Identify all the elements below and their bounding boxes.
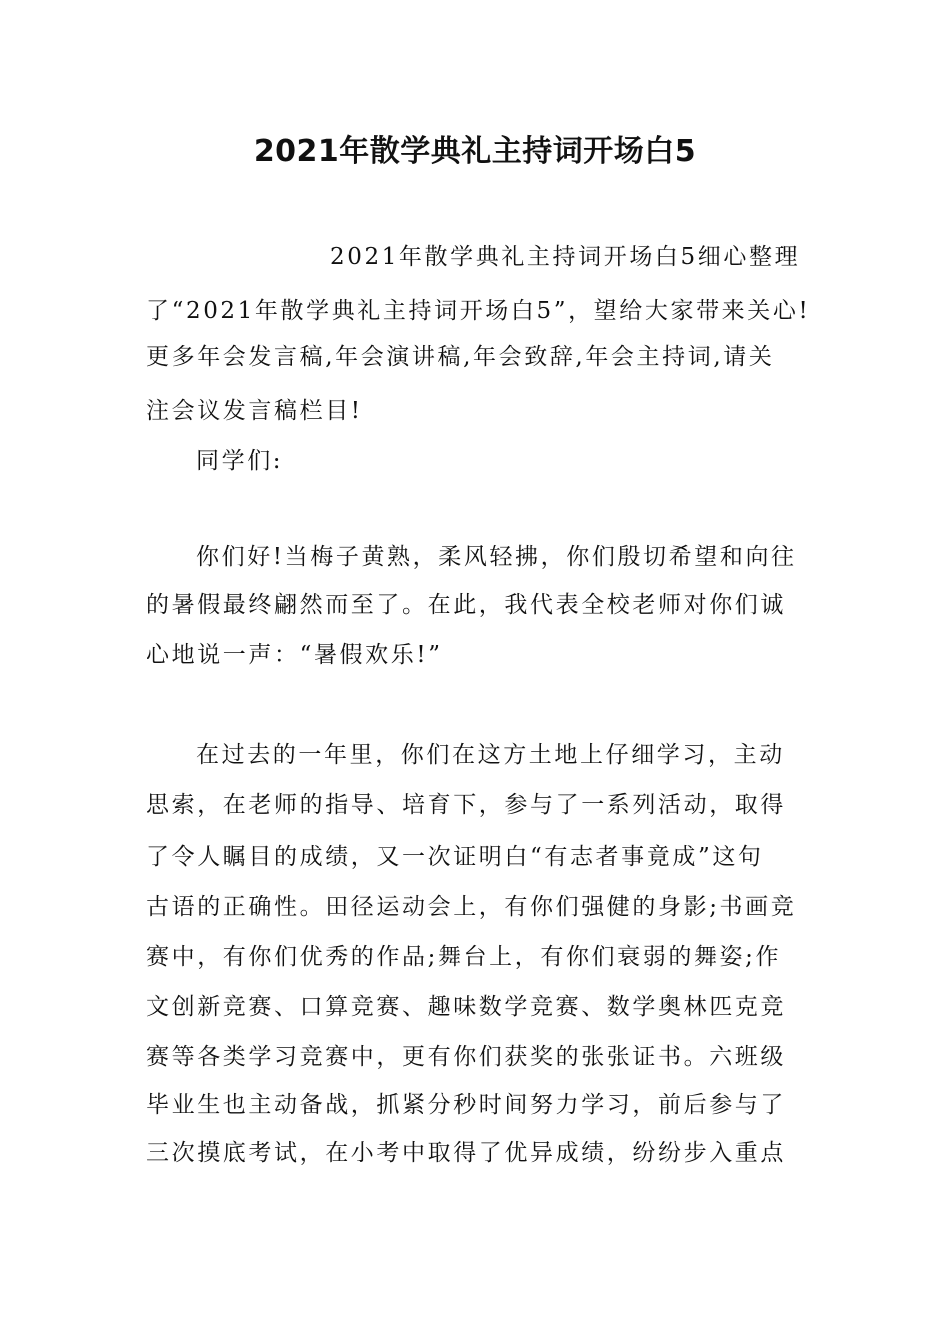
greeting-line: 同学们: <box>196 448 284 474</box>
past-year-line: 赛等各类学习竞赛中，更有你们获奖的张张证书。六班级 <box>146 1044 786 1070</box>
intro-line: 更多年会发言稿,年会演讲稿,年会致辞,年会主持词,请关 <box>146 344 775 370</box>
past-year-line: 思索，在老师的指导、培育下，参与了一系列活动，取得 <box>146 792 786 818</box>
past-year-line: 古语的正确性。田径运动会上，有你们强健的身影;书画竞 <box>146 894 797 920</box>
intro-line: 2021年散学典礼主持词开场白5细心整理 <box>330 244 801 270</box>
past-year-line: 文创新竞赛、口算竞赛、趣味数学竞赛、数学奥林匹克竞 <box>146 994 786 1020</box>
intro-line: 了“2021年散学典礼主持词开场白5”，望给大家带来关心! <box>146 298 811 324</box>
hello-line: 你们好!当梅子黄熟，柔风轻拂，你们殷切希望和向往 <box>196 544 797 570</box>
document-title: 2021年散学典礼主持词开场白5 <box>253 134 697 169</box>
past-year-line: 三次摸底考试，在小考中取得了优异成绩，纷纷步入重点 <box>146 1140 786 1166</box>
past-year-line: 在过去的一年里，你们在这方土地上仔细学习，主动 <box>196 742 785 768</box>
past-year-line: 了令人瞩目的成绩，又一次证明白“有志者事竟成”这句 <box>146 844 764 870</box>
intro-line: 注会议发言稿栏目! <box>146 398 363 424</box>
hello-line: 的暑假最终翩然而至了。在此，我代表全校老师对你们诚 <box>146 592 786 618</box>
past-year-line: 赛中，有你们优秀的作品;舞台上，有你们衰弱的舞姿;作 <box>146 944 782 970</box>
past-year-line: 毕业生也主动备战，抓紧分秒时间努力学习，前后参与了 <box>146 1092 786 1118</box>
hello-line: 心地说一声：“暑假欢乐!” <box>146 642 443 668</box>
